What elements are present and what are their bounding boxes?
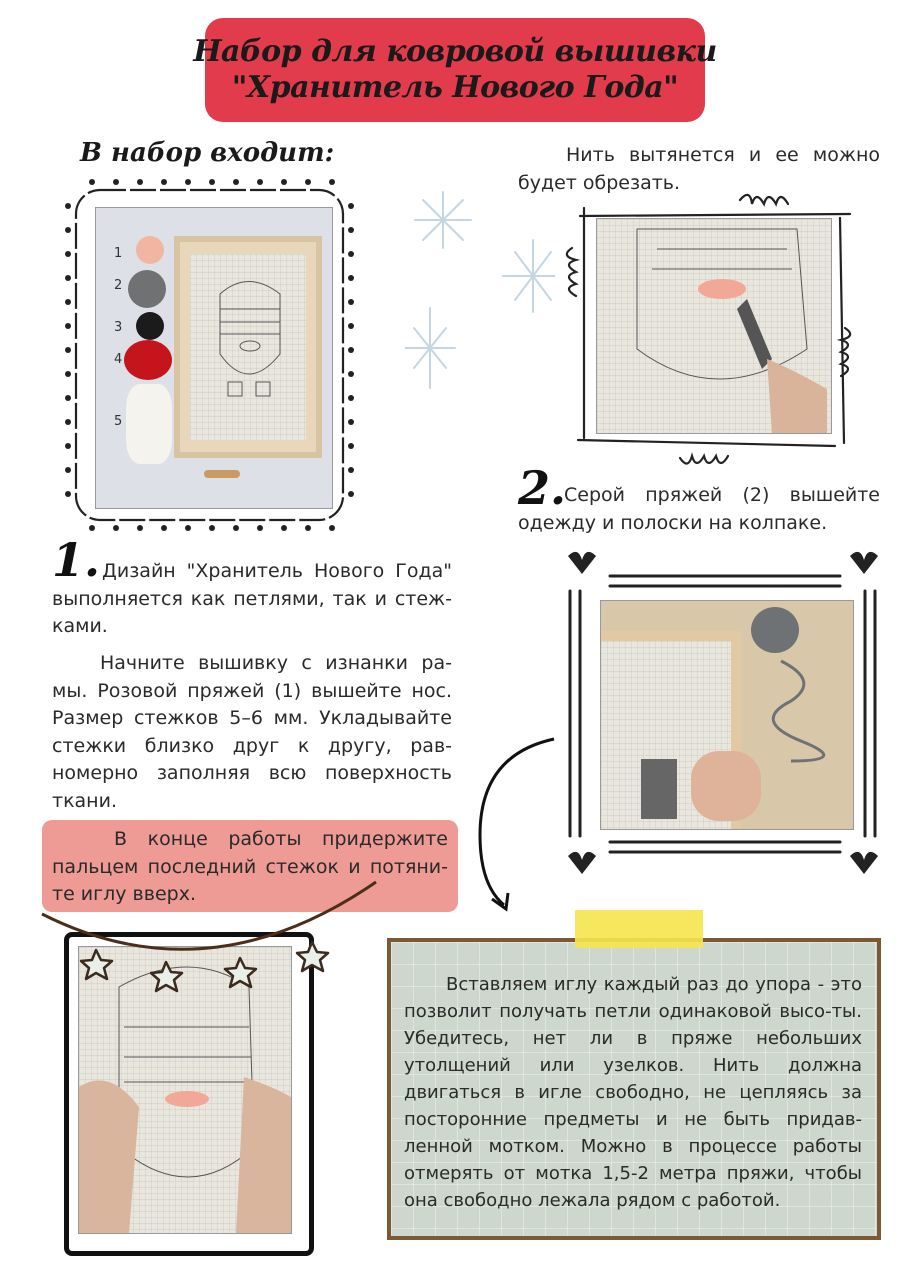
yarn-black-image (136, 312, 164, 340)
frame-dot (281, 525, 287, 531)
frame-dot (113, 179, 119, 185)
frame-dot (348, 251, 354, 257)
frame-dot (233, 525, 239, 531)
star-garland (38, 878, 388, 1008)
frame-dot (233, 179, 239, 185)
frame-dot (257, 179, 263, 185)
frame-dot (305, 525, 311, 531)
gnome-stitch-image (597, 219, 831, 433)
frame-dot (161, 525, 167, 531)
snowflakes-decoration (405, 178, 555, 403)
frame-dot (65, 227, 71, 233)
frame-dot (65, 443, 71, 449)
frame-dot (185, 179, 191, 185)
frame-dot (209, 179, 215, 185)
title-line-2: "Хранитель Нового Года" (231, 70, 679, 105)
embroidery-frame-image (174, 236, 322, 458)
frame-dot (257, 525, 263, 531)
step-2-photo (600, 600, 854, 830)
frame-dot (113, 525, 119, 531)
frame-dot (65, 203, 71, 209)
cut-thread-text: Нить вытянется и ее можно будет обрезать. (518, 144, 880, 194)
frame-dot (65, 251, 71, 257)
frame-dot (348, 491, 354, 497)
step-2-number: 2. (518, 461, 567, 515)
yarn-pink-image (136, 236, 164, 264)
kit-number-5: 5 (114, 414, 123, 429)
frame-dot (209, 525, 215, 531)
green-note-text: Вставляем иглу каждый раз до упора - это позволит получать петли одинаковой высо-ты. Убедитесь, нет ли в пряже небольших утолщений или узелков. Нить должна двигаться в игле свободно, не цепляясь за посторонние предметы и не быть придав-ленной мотком. Можно в процессе работы отмерять от мотка 1,5-2 метра пряжи, чтобы она свободно лежала рядом с работой. (404, 974, 862, 1211)
frame-dot (65, 419, 71, 425)
frame-dot (348, 323, 354, 329)
snowflake-icon (415, 192, 471, 248)
kit-heading: В набор входит: (80, 138, 335, 168)
yarn-white-image (126, 384, 172, 464)
hand-image (691, 751, 761, 821)
kit-number-2: 2 (114, 278, 123, 293)
frame-dot (65, 299, 71, 305)
step-1-number: 1. (52, 533, 101, 587)
frame-dot (348, 395, 354, 401)
frame-dot (161, 179, 167, 185)
kit-number-4: 4 (114, 352, 123, 367)
star-icon (225, 958, 256, 987)
gray-yarn-ball-image (751, 607, 799, 653)
frame-dot (348, 371, 354, 377)
frame-dot (89, 525, 95, 531)
yarn-red-image (124, 340, 172, 380)
frame-dot (348, 227, 354, 233)
frame-dot (348, 419, 354, 425)
frame-dot (65, 371, 71, 377)
frame-dot (65, 275, 71, 281)
frame-dot (329, 525, 335, 531)
frame-dot (348, 203, 354, 209)
gnome-sketch-image (200, 264, 296, 414)
frame-dot (65, 347, 71, 353)
star-icon (151, 962, 182, 991)
step-1-para-1: Дизайн "Хранитель Нового Года" выполняется как петлями, так и стеж-ками. (52, 560, 452, 637)
kit-number-3: 3 (114, 320, 123, 335)
snowflake-icon (405, 308, 455, 388)
frame-dot (305, 179, 311, 185)
heart-icon (850, 852, 878, 874)
yarn-gray-image (128, 270, 166, 308)
kit-photo (95, 207, 333, 509)
frame-dot (137, 525, 143, 531)
frame-dot (348, 443, 354, 449)
title-banner (193, 18, 717, 122)
gray-stitches-image (641, 759, 677, 819)
cut-thread-photo (596, 218, 832, 434)
title-line-1: Набор для ковровой вышивки (193, 34, 717, 69)
frame-dot (348, 299, 354, 305)
punch-needle-image (204, 470, 240, 478)
frame-dot (185, 525, 191, 531)
star-icon (297, 942, 328, 971)
frame-dot (65, 491, 71, 497)
heart-icon (568, 552, 596, 574)
frame-dot (281, 179, 287, 185)
frame-dot (348, 275, 354, 281)
heart-icon (850, 552, 878, 574)
pink-note-text: В конце работы придержите пальцем последний стежок и потяни-те иглу вверх. (52, 828, 448, 905)
frame-dot (348, 467, 354, 473)
frame-dot (89, 179, 95, 185)
frame-dot (65, 395, 71, 401)
step-2-text: Серой пряжей (2) вышейте одежду и полоски на колпаке. (518, 484, 880, 534)
step-1-para-2: Начните вышивку с изнанки ра-мы. Розовой пряжей (1) вышейте нос. Размер стежков 5–6 мм. Укладывайте стежки близко друг к другу, рав-номерно заполняя всю поверхность ткани. (52, 652, 452, 812)
kit-number-1: 1 (114, 246, 123, 261)
snowflake-icon (503, 240, 555, 312)
frame-dot (65, 467, 71, 473)
heart-icon (568, 852, 596, 874)
frame-dot (329, 179, 335, 185)
frame-dot (137, 179, 143, 185)
yellow-tape-decoration (575, 910, 703, 948)
frame-dot (65, 323, 71, 329)
star-icon (81, 950, 112, 979)
curved-arrow-icon (470, 735, 560, 915)
frame-dot (348, 347, 354, 353)
